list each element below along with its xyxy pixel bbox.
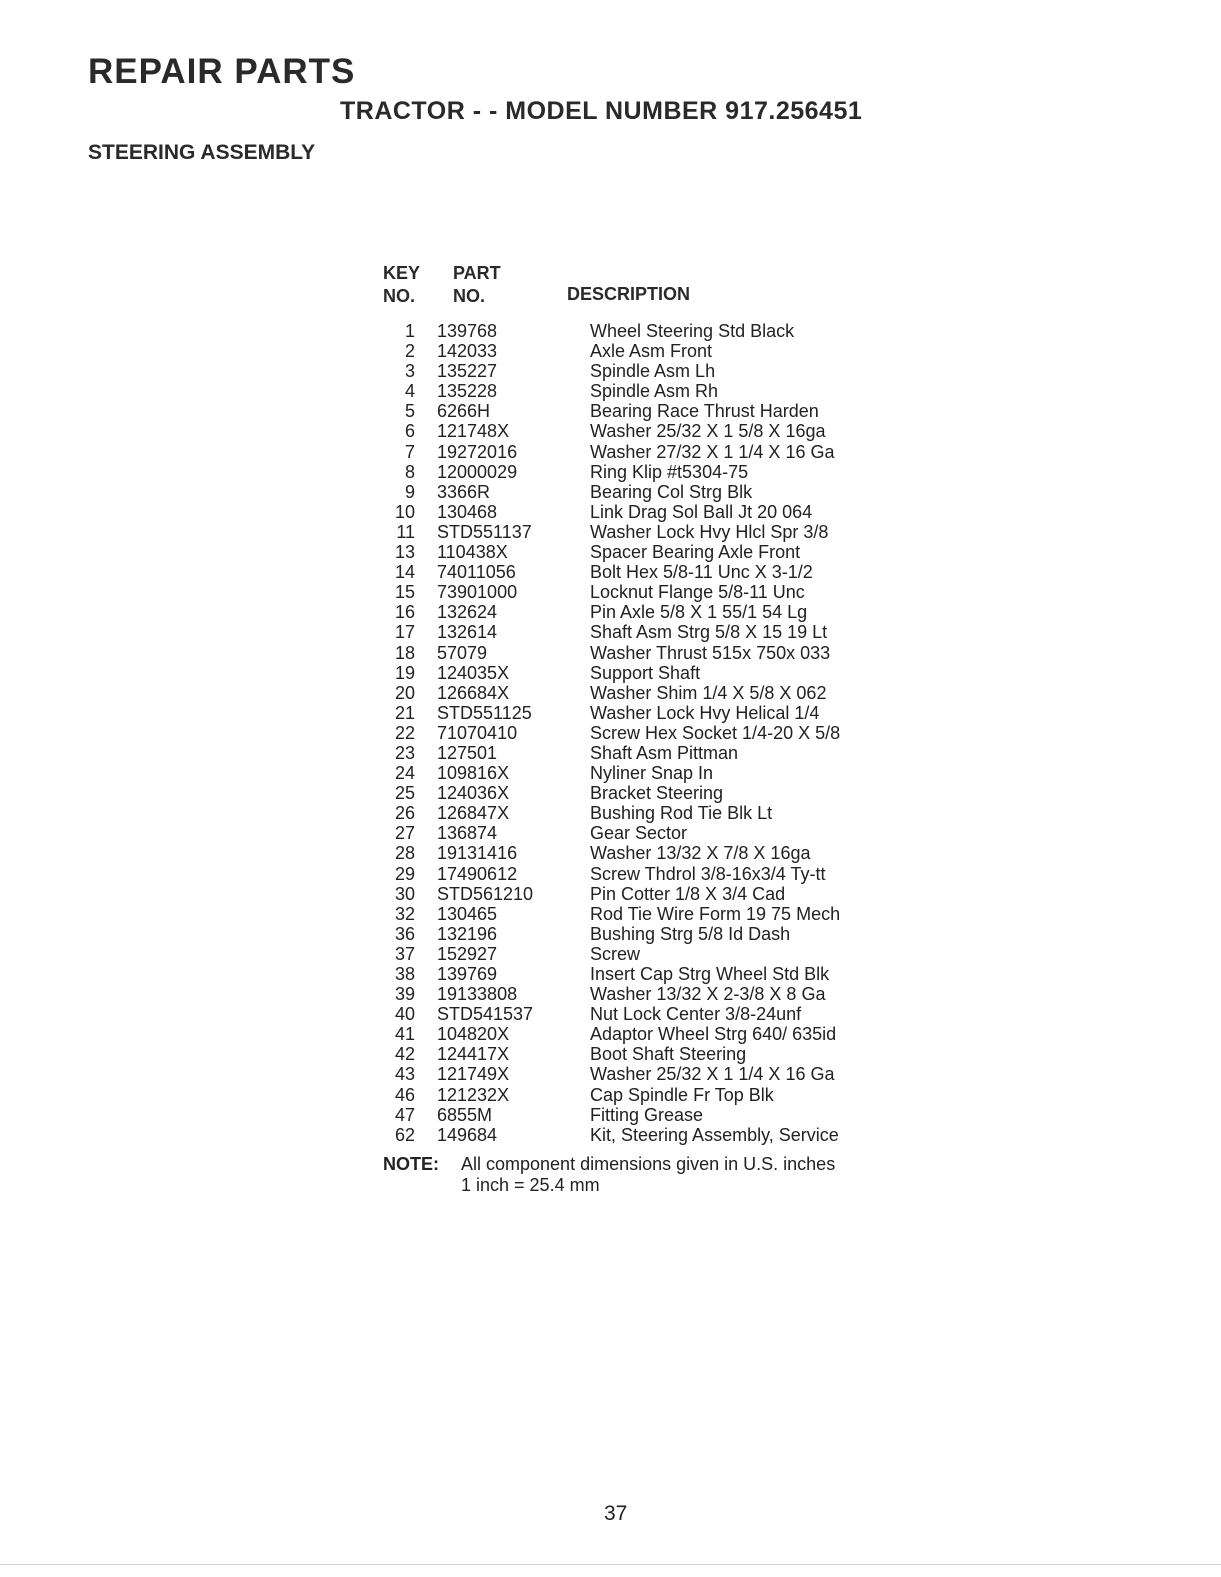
part-number: 136874 <box>437 823 498 844</box>
list-item <box>383 884 943 904</box>
key-number: 28 <box>394 843 415 864</box>
part-number: 6266H <box>437 401 491 422</box>
part-description: Nyliner Snap In <box>590 763 714 784</box>
part-number: 121232X <box>437 1084 510 1105</box>
key-number: 2 <box>404 341 415 362</box>
part-description: Boot Shaft Steering <box>590 1044 747 1065</box>
key-number: 42 <box>394 1044 415 1065</box>
key-number: 26 <box>394 803 415 824</box>
part-number: 73901000 <box>437 582 518 603</box>
part-description: Spindle Asm Rh <box>590 381 719 402</box>
part-description: Spacer Bearing Axle Front <box>590 542 801 563</box>
list-item <box>383 743 943 763</box>
key-number: 7 <box>404 441 415 462</box>
parts-list <box>383 321 943 1145</box>
part-number: 139768 <box>437 321 498 341</box>
list-item <box>383 783 943 803</box>
note-line2: 1 inch = 25.4 mm <box>461 1175 600 1195</box>
list-item <box>383 321 943 341</box>
list-item <box>383 763 943 783</box>
list-item <box>383 502 943 522</box>
list-item <box>383 904 943 924</box>
bottom-border-line <box>0 1564 1221 1565</box>
part-description: Bearing Race Thrust Harden <box>590 401 819 422</box>
part-number: 74011056 <box>437 562 516 583</box>
list-item <box>383 361 943 381</box>
key-number: 29 <box>394 863 415 884</box>
part-description: Shaft Asm Pittman <box>590 742 739 763</box>
key-number: 14 <box>394 562 415 583</box>
key-no-column-header <box>383 262 420 308</box>
key-number: 41 <box>394 1024 415 1045</box>
part-number: 124036X <box>437 783 510 804</box>
note <box>383 1154 835 1196</box>
key-number: 22 <box>394 722 415 743</box>
part-description: Bushing Rod Tie Blk Lt <box>590 803 773 824</box>
key-number: 16 <box>394 602 415 623</box>
part-description: Ring Klip #t5304-75 <box>590 461 749 482</box>
list-item <box>383 622 943 642</box>
part-number: STD561210 <box>437 883 534 904</box>
list-item <box>383 421 943 441</box>
list-item <box>383 381 943 401</box>
part-description: Bolt Hex 5/8-11 Unc X 3-1/2 <box>590 562 813 583</box>
part-description: Washer 27/32 X 1 1/4 X 16 Ga <box>590 441 835 462</box>
page-number: 37 <box>604 1502 628 1525</box>
key-number: 62 <box>394 1124 415 1145</box>
part-description: Spindle Asm Lh <box>590 361 716 382</box>
part-description: Washer 25/32 X 1 1/4 X 16 Ga <box>590 1064 835 1085</box>
part-description: Wheel Steering Std Black <box>590 321 795 341</box>
key-number: 6 <box>404 421 415 442</box>
part-description: Washer 25/32 X 1 5/8 X 16ga <box>590 421 826 442</box>
key-number: 47 <box>394 1104 415 1125</box>
list-item <box>383 964 943 984</box>
part-number: 126847X <box>437 803 510 824</box>
part-number: 104820X <box>437 1024 510 1045</box>
list-item <box>383 843 943 863</box>
part-number: 127501 <box>437 742 498 763</box>
list-item <box>383 1024 943 1044</box>
part-description: Axle Asm Front <box>590 341 713 362</box>
list-item <box>383 562 943 582</box>
part-description: Bushing Strg 5/8 Id Dash <box>590 923 791 944</box>
list-item <box>383 643 943 663</box>
part-description: Washer Shim 1/4 X 5/8 X 062 <box>590 682 827 703</box>
note-label: NOTE: <box>383 1154 439 1174</box>
part-description: Rod Tie Wire Form 19 75 Mech <box>590 903 841 924</box>
key-number: 20 <box>394 682 415 703</box>
part-description: Pin Cotter 1/8 X 3/4 Cad <box>590 883 786 904</box>
key-number: 32 <box>394 903 415 924</box>
part-number: STD541537 <box>437 1004 534 1025</box>
key-header-line1: KEY <box>383 263 421 283</box>
part-number: 6855M <box>437 1104 493 1125</box>
part-description: Screw <box>590 943 641 964</box>
list-item <box>383 602 943 622</box>
list-item <box>383 582 943 602</box>
part-number: 149684 <box>437 1124 498 1145</box>
key-number: 21 <box>394 702 415 723</box>
part-number: 121748X <box>437 421 510 442</box>
part-description: Washer Thrust 515x 750x 033 <box>590 642 831 663</box>
part-number: 19272016 <box>437 441 518 462</box>
part-number: 19131416 <box>437 843 518 864</box>
key-number: 18 <box>394 642 415 663</box>
list-item <box>383 663 943 683</box>
part-number: STD551125 <box>437 702 532 723</box>
part-number: 152927 <box>437 943 498 964</box>
list-item <box>383 944 943 964</box>
key-number: 25 <box>394 783 415 804</box>
part-number: 130468 <box>437 501 498 522</box>
list-item <box>383 401 943 421</box>
part-number: 124417X <box>437 1044 510 1065</box>
list-item <box>383 1125 943 1145</box>
part-description: Washer 13/32 X 7/8 X 16ga <box>590 843 811 864</box>
part-number: 57079 <box>437 642 488 663</box>
key-number: 4 <box>404 381 415 402</box>
description-column-header: DESCRIPTION <box>567 284 691 304</box>
part-number: 109816X <box>437 763 510 784</box>
key-number: 3 <box>404 361 415 382</box>
key-number: 9 <box>404 481 415 502</box>
list-item <box>383 542 943 562</box>
part-number: 3366R <box>437 481 491 502</box>
key-number: 30 <box>394 883 415 904</box>
part-description: Nut Lock Center 3/8-24unf <box>590 1004 802 1025</box>
list-item <box>383 1064 943 1084</box>
part-number: 130465 <box>437 903 498 924</box>
part-description: Support Shaft <box>590 662 701 683</box>
key-header-line2: NO. <box>383 286 416 306</box>
part-number: 132196 <box>437 923 498 944</box>
list-item <box>383 442 943 462</box>
list-item <box>383 522 943 542</box>
list-item <box>383 703 943 723</box>
list-item <box>383 803 943 823</box>
part-number: 135228 <box>437 381 498 402</box>
part-number: 135227 <box>437 361 498 382</box>
key-number: 8 <box>404 461 415 482</box>
part-description: Washer Lock Hvy Hlcl Spr 3/8 <box>590 521 829 542</box>
part-description: Cap Spindle Fr Top Blk <box>590 1084 774 1105</box>
part-description: Gear Sector <box>590 823 688 844</box>
list-item <box>383 341 943 361</box>
key-number: 13 <box>394 542 415 563</box>
part-description: Fitting Grease <box>590 1104 704 1125</box>
key-number: 43 <box>394 1064 415 1085</box>
key-number: 46 <box>394 1084 415 1105</box>
part-description: Washer Lock Hvy Helical 1/4 <box>590 702 820 723</box>
key-number: 5 <box>404 401 415 422</box>
list-item <box>383 864 943 884</box>
part-header-line2: NO. <box>453 286 486 306</box>
part-number: 12000029 <box>437 461 518 482</box>
key-number: 17 <box>394 622 415 643</box>
key-number: 24 <box>394 763 415 784</box>
part-header-line1: PART <box>453 263 501 283</box>
part-number: 126684X <box>437 682 510 703</box>
part-number: 139769 <box>437 964 498 984</box>
list-item <box>383 1105 943 1125</box>
key-number: 36 <box>394 923 415 944</box>
part-description: Washer 13/32 X 2-3/8 X 8 Ga <box>590 984 826 1005</box>
list-item <box>383 482 943 502</box>
part-number: STD551137 <box>437 521 532 542</box>
part-number: 71070410 <box>437 722 518 743</box>
key-number: 38 <box>394 964 415 984</box>
list-item <box>383 1004 943 1024</box>
part-description: Screw Thdrol 3/8-16x3/4 Ty-tt <box>590 863 826 884</box>
list-item <box>383 683 943 703</box>
part-description: Bearing Col Strg Blk <box>590 481 753 502</box>
list-item <box>383 1085 943 1105</box>
key-number: 27 <box>394 823 415 844</box>
key-number: 37 <box>394 943 415 964</box>
part-number: 142033 <box>437 341 498 362</box>
part-description: Link Drag Sol Ball Jt 20 064 <box>590 501 813 522</box>
key-number: 10 <box>394 501 415 522</box>
model-title: TRACTOR - - MODEL NUMBER 917.256451 <box>340 97 863 125</box>
part-number: 19133808 <box>437 984 518 1005</box>
list-item <box>383 462 943 482</box>
part-description: Kit, Steering Assembly, Service <box>590 1124 839 1145</box>
key-number: 23 <box>394 742 415 763</box>
part-description: Locknut Flange 5/8-11 Unc <box>590 582 805 603</box>
part-number: 121749X <box>437 1064 510 1085</box>
section-title: STEERING ASSEMBLY <box>88 141 316 164</box>
part-number: 132614 <box>437 622 498 643</box>
note-line1: All component dimensions given in U.S. inches <box>461 1154 836 1174</box>
key-number: 1 <box>404 321 415 341</box>
list-item <box>383 1044 943 1064</box>
part-no-column-header <box>453 262 501 308</box>
part-number: 124035X <box>437 662 510 683</box>
key-number: 39 <box>394 984 415 1005</box>
key-number: 11 <box>396 521 415 542</box>
part-description: Adaptor Wheel Strg 640/ 635id <box>590 1024 837 1045</box>
page-title: REPAIR PARTS <box>88 52 356 91</box>
part-description: Screw Hex Socket 1/4-20 X 5/8 <box>590 722 841 743</box>
part-number: 17490612 <box>437 863 518 884</box>
key-number: 19 <box>394 662 415 683</box>
key-number: 40 <box>394 1004 415 1025</box>
list-item <box>383 924 943 944</box>
part-description: Insert Cap Strg Wheel Std Blk <box>590 964 830 984</box>
part-description: Bracket Steering <box>590 783 724 804</box>
part-description: Pin Axle 5/8 X 1 55/1 54 Lg <box>590 602 808 623</box>
list-item <box>383 984 943 1004</box>
list-item <box>383 823 943 843</box>
key-number: 15 <box>394 582 415 603</box>
part-description: Shaft Asm Strg 5/8 X 15 19 Lt <box>590 622 828 643</box>
part-number: 110438X <box>437 542 508 563</box>
part-number: 132624 <box>437 602 498 623</box>
list-item <box>383 723 943 743</box>
